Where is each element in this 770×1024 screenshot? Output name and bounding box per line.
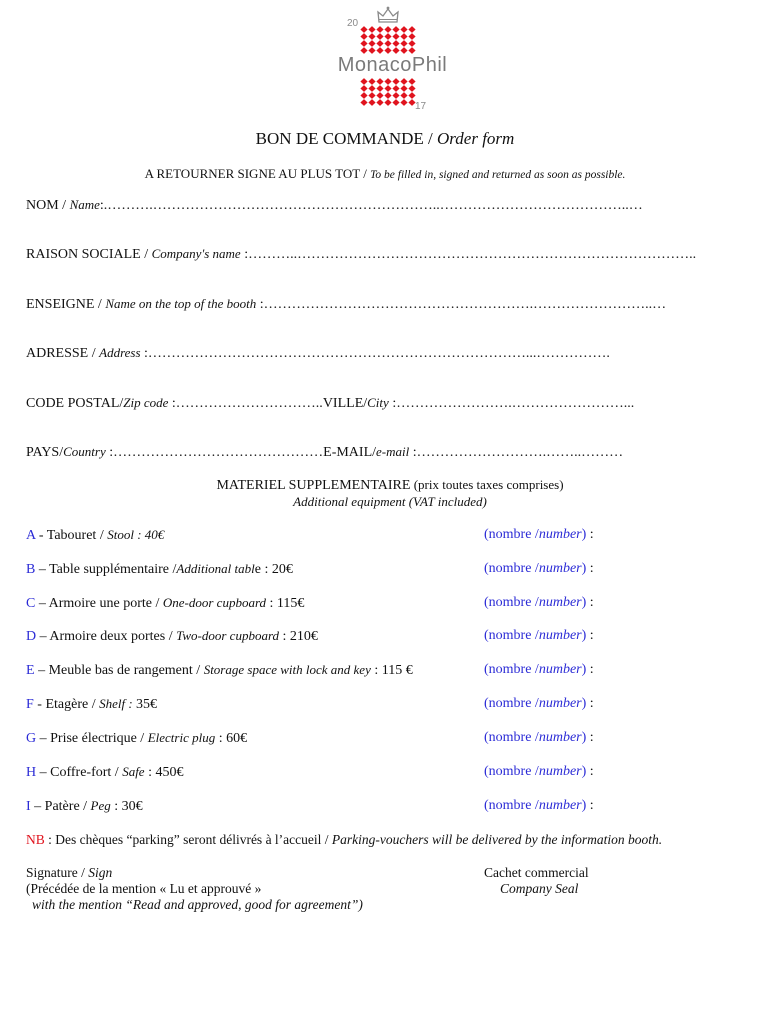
booth-sign-field[interactable]: ENSEIGNE / Name on the top of the booth :………………………………………………….……………………..…	[26, 296, 667, 312]
diamond-shape	[368, 92, 375, 99]
diamond-shape	[384, 26, 391, 33]
address-field[interactable]: ADRESSE / Address :………………………………………………………………………...…………….	[26, 345, 610, 361]
signature-mention-fr: (Précédée de la mention « Lu et approuvé »	[26, 881, 262, 896]
diamond-shape	[392, 40, 399, 47]
diamond-shape	[376, 47, 383, 54]
quantity-field-safe[interactable]: (nombre /number) :	[484, 764, 594, 779]
diamond-shape	[392, 85, 399, 92]
subtitle-en: To be filled in, signed and returned as soon as possible.	[370, 169, 626, 181]
diamond-shape	[408, 92, 415, 99]
quantity-field-additional-table[interactable]: (nombre /number) :	[484, 561, 594, 576]
diamond-shape	[408, 47, 415, 54]
page-title	[0, 129, 770, 149]
diamond-shape	[360, 40, 367, 47]
crown-icon	[377, 6, 399, 24]
diamond-shape	[400, 40, 407, 47]
logo-year-bottom: 17	[415, 101, 427, 112]
diamond-shape	[368, 40, 375, 47]
quantity-field-one-door-cupboard[interactable]: (nombre /number) :	[484, 595, 594, 610]
diamond-shape	[392, 26, 399, 33]
diamond-shape	[400, 26, 407, 33]
equipment-section-subtitle: Additional equipment (VAT included)	[293, 494, 487, 509]
diamond-shape	[368, 99, 375, 106]
item-storage-space: E – Meuble bas de rangement / Storage space with lock and key : 115 €	[26, 662, 413, 678]
diamond-shape	[392, 47, 399, 54]
seal-label-en: Company Seal	[500, 881, 579, 896]
diamond-shape	[408, 78, 415, 85]
quantity-field-stool[interactable]: (nombre /number) :	[484, 527, 594, 542]
diamond-shape	[384, 99, 391, 106]
quantity-field-electric-plug[interactable]: (nombre /number) :	[484, 730, 594, 745]
company-name-field[interactable]: RAISON SOCIALE / Company's name :………..…………………………………………………………………………..	[26, 246, 697, 262]
diamond-shape	[400, 33, 407, 40]
diamond-shape	[360, 92, 367, 99]
logo-brand: MonacoPhil	[337, 54, 448, 76]
diamond-pattern-icon	[360, 78, 416, 106]
diamond-pattern-icon	[360, 26, 416, 54]
diamond-shape	[384, 40, 391, 47]
title-en: Order form	[437, 129, 515, 148]
item-stool: A - Tabouret / Stool : 40€	[26, 527, 165, 543]
diamond-shape	[368, 33, 375, 40]
diamond-shape	[392, 78, 399, 85]
diamond-shape	[408, 85, 415, 92]
signature-label: Signature / Sign	[26, 865, 113, 880]
subtitle-fr: A RETOURNER SIGNE AU PLUS TOT /	[144, 166, 371, 181]
diamond-shape	[360, 99, 367, 106]
diamond-shape	[392, 92, 399, 99]
diamond-shape	[400, 99, 407, 106]
company-seal-block[interactable]	[484, 865, 589, 897]
diamond-shape	[376, 40, 383, 47]
quantity-field-shelf[interactable]: (nombre /number) :	[484, 696, 594, 711]
diamond-shape	[360, 33, 367, 40]
item-electric-plug: G – Prise électrique / Electric plug : 60€	[26, 730, 248, 746]
diamond-shape	[360, 78, 367, 85]
diamond-shape	[360, 26, 367, 33]
item-shelf: F - Etagère / Shelf : 35€	[26, 696, 157, 712]
signature-mention-en: with the mention “Read and approved, good for agreement”)	[32, 897, 363, 912]
diamond-shape	[400, 85, 407, 92]
seal-label-fr: Cachet commercial	[484, 865, 589, 880]
diamond-shape	[400, 78, 407, 85]
item-two-door-cupboard: D – Armoire deux portes / Two-door cupboard : 210€	[26, 628, 318, 644]
quantity-field-two-door-cupboard[interactable]: (nombre /number) :	[484, 628, 594, 643]
item-one-door-cupboard: C – Armoire une porte / One-door cupboard : 115€	[26, 595, 305, 611]
diamond-shape	[408, 33, 415, 40]
title-fr: BON DE COMMANDE /	[255, 129, 438, 148]
logo-year-top: 20	[347, 18, 359, 29]
diamond-shape	[384, 78, 391, 85]
item-peg: I – Patère / Peg : 30€	[26, 798, 143, 814]
diamond-shape	[360, 47, 367, 54]
item-safe: H – Coffre-fort / Safe : 450€	[26, 764, 184, 780]
diamond-shape	[376, 78, 383, 85]
item-additional-table: B – Table supplémentaire /Additional table : 20€	[26, 561, 293, 577]
diamond-shape	[400, 92, 407, 99]
monacophil-logo	[325, 6, 460, 114]
diamond-shape	[400, 47, 407, 54]
diamond-shape	[408, 40, 415, 47]
signature-block[interactable]	[26, 865, 363, 913]
name-field[interactable]: NOM / Name:.……….……………………………………………………..…………………………………..…	[26, 197, 643, 213]
parking-note: NB : Des chèques “parking” seront délivrés à l’accueil / Parking-vouchers will be delivered by the information booth.	[26, 832, 663, 847]
diamond-shape	[368, 26, 375, 33]
equipment-section-title: MATERIEL SUPPLEMENTAIRE (prix toutes taxes comprises)	[216, 477, 564, 493]
diamond-shape	[384, 85, 391, 92]
diamond-shape	[392, 33, 399, 40]
postal-city-field[interactable]: CODE POSTAL/Zip code :…………………………..VILLE/City :…………………….……………………...	[26, 395, 635, 411]
diamond-shape	[392, 99, 399, 106]
quantity-field-storage-space[interactable]: (nombre /number) :	[484, 662, 594, 677]
diamond-shape	[376, 92, 383, 99]
diamond-shape	[384, 92, 391, 99]
diamond-shape	[376, 33, 383, 40]
diamond-shape	[360, 85, 367, 92]
page-subtitle	[0, 166, 770, 182]
quantity-field-peg[interactable]: (nombre /number) :	[484, 798, 594, 813]
diamond-shape	[376, 26, 383, 33]
diamond-shape	[368, 47, 375, 54]
country-email-field[interactable]: PAYS/Country :………………………………………E-MAIL/e-mail :……………………….……..………	[26, 444, 624, 460]
diamond-shape	[408, 26, 415, 33]
diamond-shape	[384, 47, 391, 54]
diamond-shape	[376, 85, 383, 92]
diamond-shape	[368, 85, 375, 92]
diamond-shape	[368, 78, 375, 85]
diamond-shape	[384, 33, 391, 40]
diamond-shape	[376, 99, 383, 106]
